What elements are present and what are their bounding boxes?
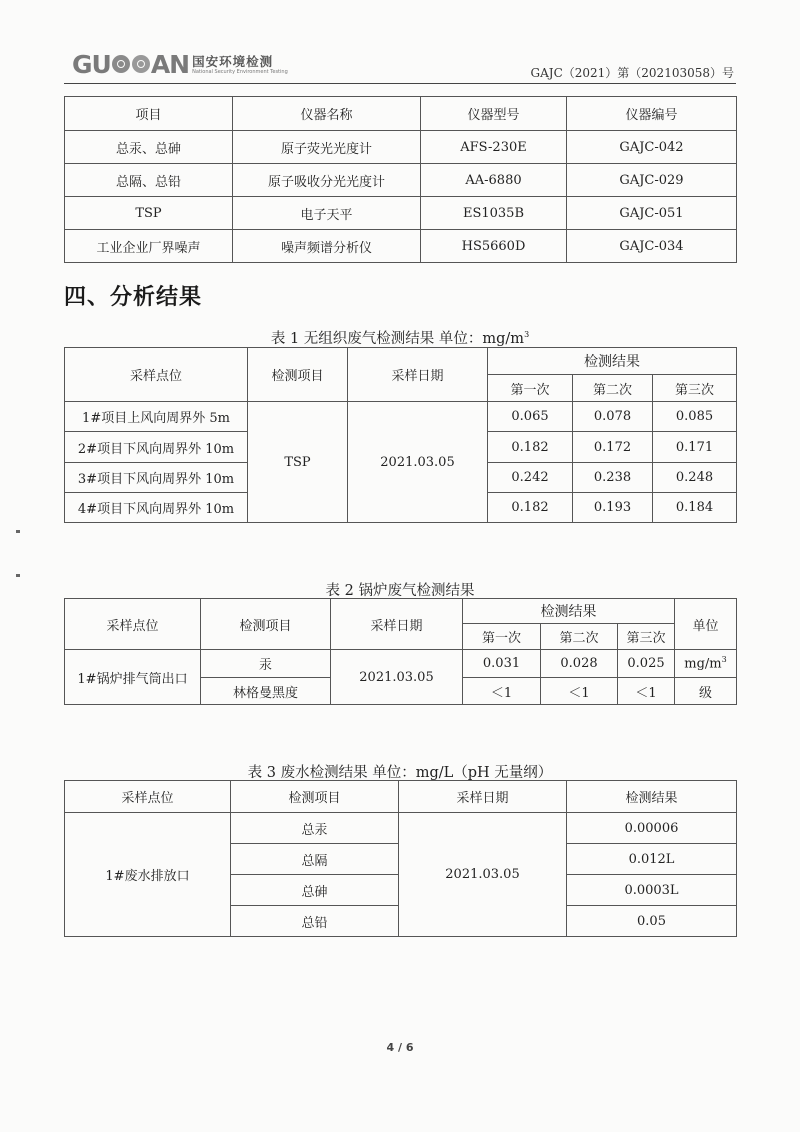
unit-cell: 级 [675,678,737,705]
header-cell: 检测项目 [231,781,399,813]
header-cell: 第二次 [573,375,653,402]
company-logo [72,50,288,79]
unit-superscript: 3 [721,655,727,665]
instrument-table [64,96,737,263]
value-cell: ＜1 [541,678,618,705]
table-cell: 工业企业厂界噪声 [65,230,233,263]
table-cell: GAJC-034 [567,230,737,263]
table1-caption [0,327,800,348]
value-cell: 0.012L [567,844,737,875]
header-cell: 采样日期 [331,599,463,650]
value-cell: 0.182 [488,493,573,523]
header-cell: 第二次 [541,624,618,650]
table-row [65,230,737,263]
header-cell: 检测项目 [248,348,348,402]
value-cell: 0.05 [567,906,737,937]
scan-speck [16,530,20,533]
logo-wordmark: GU AN [72,50,190,79]
value-cell: 0.025 [618,650,675,678]
value-cell: 0.242 [488,463,573,493]
table-row [65,164,737,197]
test-item: 总铅 [231,906,399,937]
unit-cell [675,650,737,678]
value-cell: ＜1 [618,678,675,705]
table-row [65,131,737,164]
value-cell: 0.184 [653,493,737,523]
logo-chinese-name: 国安环境检测 [192,54,274,69]
table2-caption: 表 2 锅炉废气检测结果 [325,583,475,599]
test-item: 汞 [201,650,331,678]
value-cell: 0.193 [573,493,653,523]
unit-text: mg/m [684,656,722,672]
table-cell: AA-6880 [421,164,567,197]
sampling-date: 2021.03.05 [348,402,488,523]
header-cell: 采样点位 [65,348,248,402]
header-cell: 单位 [675,599,737,650]
table-cell: 原子吸收分光光度计 [233,164,421,197]
table-cell: 电子天平 [233,197,421,230]
sampling-point: 1#锅炉排气筒出口 [65,650,201,705]
table-cell: 总汞、总砷 [65,131,233,164]
sampling-point: 3#项目下风向周界外 10m [65,463,248,493]
table-cell: 原子荧光光度计 [233,131,421,164]
table-header-row [65,97,737,131]
caption-text: 表 1 无组织废气检测结果 单位：mg/m [270,331,525,347]
table-row [65,197,737,230]
value-cell: 0.00006 [567,813,737,844]
value-cell: 0.182 [488,432,573,463]
test-item: 总砷 [231,875,399,906]
table3-wastewater [64,780,737,937]
value-cell: 0.248 [653,463,737,493]
sampling-point: 4#项目下风向周界外 10m [65,493,248,523]
sampling-point: 1#项目上风向周界外 5m [65,402,248,432]
header-cell: 仪器编号 [567,97,737,131]
header-cell: 项目 [65,97,233,131]
table-cell: 噪声频谱分析仪 [233,230,421,263]
table1-fugitive-emissions [64,347,737,523]
sampling-point: 1#废水排放口 [65,813,231,937]
header-divider [64,83,736,84]
value-cell: 0.172 [573,432,653,463]
table2-boiler-emissions [64,598,737,705]
header-cell: 采样日期 [399,781,567,813]
caption-superscript: 3 [524,330,530,340]
report-reference-number: GAJC（2021）第（202103058）号 [530,66,734,80]
header-cell: 第三次 [653,375,737,402]
table-cell: TSP [65,197,233,230]
header-cell: 第一次 [463,624,541,650]
value-cell: ＜1 [463,678,541,705]
value-cell: 0.078 [573,402,653,432]
value-cell: 0.031 [463,650,541,678]
header-cell: 检测结果 [463,599,675,624]
header-cell: 采样点位 [65,781,231,813]
header-cell: 仪器型号 [421,97,567,131]
header-cell: 采样日期 [348,348,488,402]
table-cell: HS5660D [421,230,567,263]
table-row [65,650,737,678]
header-cell: 第一次 [488,375,573,402]
sampling-point: 2#项目下风向周界外 10m [65,432,248,463]
table-cell: 总隔、总铅 [65,164,233,197]
recycle-icon [132,55,150,73]
value-cell: 0.065 [488,402,573,432]
header-cell: 仪器名称 [233,97,421,131]
test-item: 林格曼黑度 [201,678,331,705]
section-heading: 四、分析结果 [64,285,203,310]
table-row [65,402,737,432]
test-item: TSP [248,402,348,523]
table-cell: ES1035B [421,197,567,230]
test-item: 总汞 [231,813,399,844]
page-number: 4 / 6 [386,1041,414,1054]
value-cell: 0.028 [541,650,618,678]
value-cell: 0.238 [573,463,653,493]
value-cell: 0.0003L [567,875,737,906]
table-cell: GAJC-051 [567,197,737,230]
header-cell: 第三次 [618,624,675,650]
scan-speck [16,574,20,577]
table-cell: GAJC-029 [567,164,737,197]
test-item: 总隔 [231,844,399,875]
table-row [65,813,737,844]
header-cell: 检测结果 [567,781,737,813]
value-cell: 0.085 [653,402,737,432]
header-cell: 检测项目 [201,599,331,650]
table-cell: GAJC-042 [567,131,737,164]
value-cell: 0.171 [653,432,737,463]
header-cell: 检测结果 [488,348,737,375]
table-cell: AFS-230E [421,131,567,164]
sampling-date: 2021.03.05 [331,650,463,705]
sampling-date: 2021.03.05 [399,813,567,937]
table3-caption: 表 3 废水检测结果 单位：mg/L（pH 无量纲） [247,765,553,781]
globe-icon [112,55,130,73]
header-cell: 采样点位 [65,599,201,650]
logo-english-name: National Security Environment Testing [192,69,288,75]
